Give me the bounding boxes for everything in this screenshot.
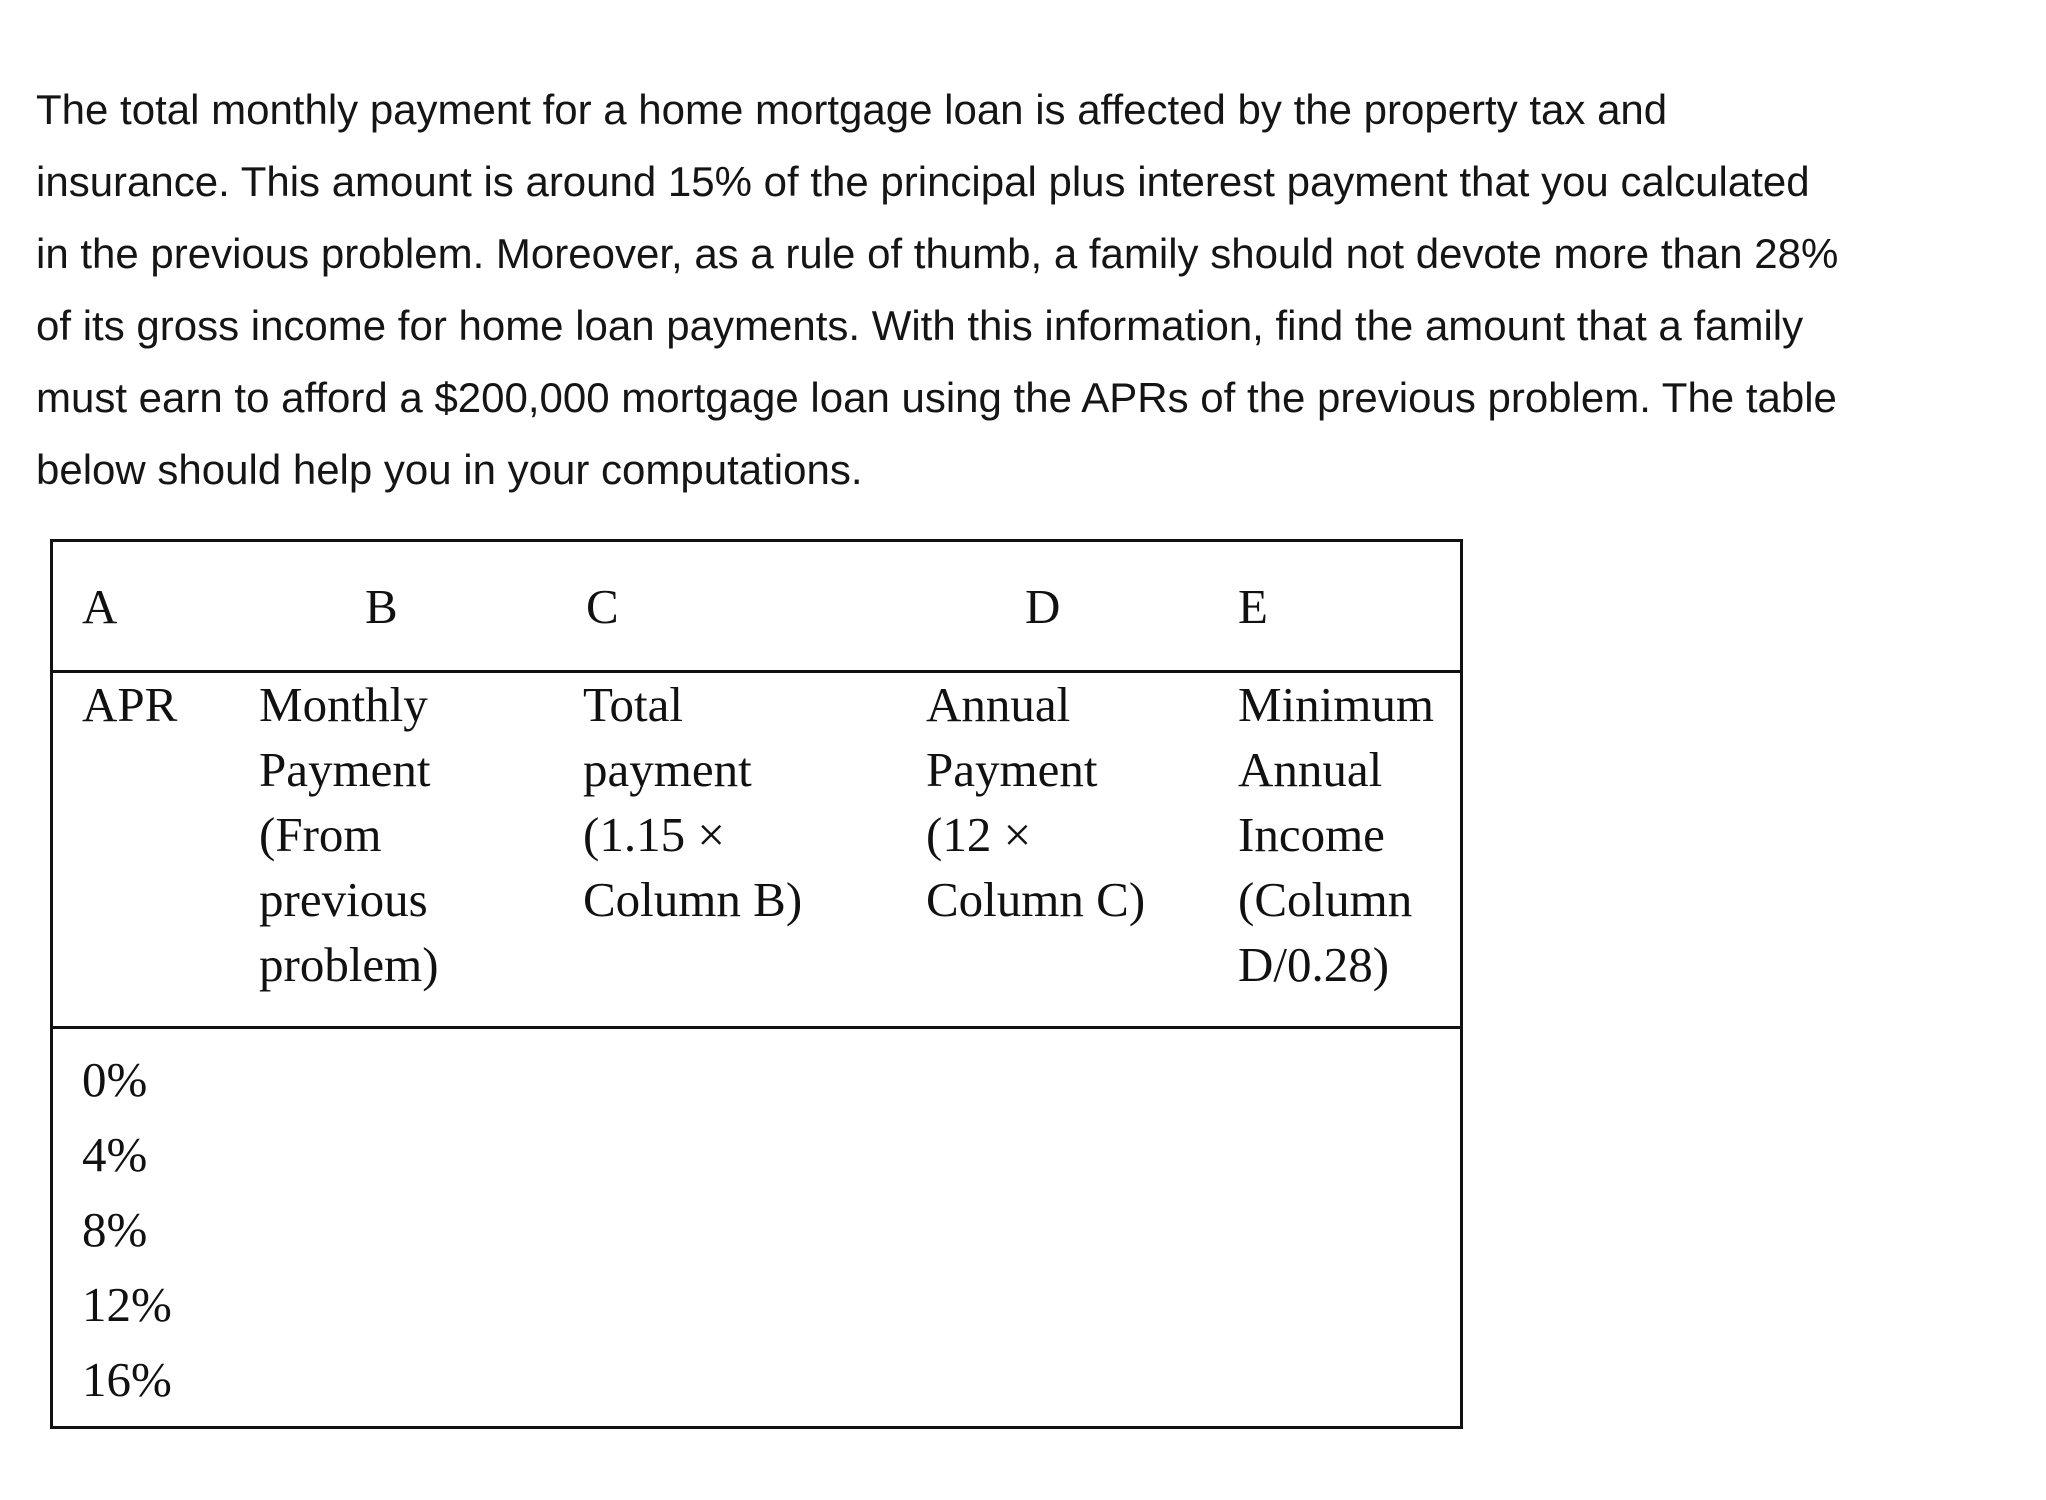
header-line: Annual <box>1238 742 1383 797</box>
header-line: payment <box>583 742 752 797</box>
column-letter-c: C <box>586 579 619 634</box>
problem-line: below should help you in your computations. <box>36 446 863 493</box>
column-letter-e: E <box>1238 579 1268 634</box>
column-letter-a: A <box>82 579 118 634</box>
problem-line: insurance. This amount is around 15% of the principal plus interest payment that you calculated <box>36 158 1810 205</box>
header-line: Column C) <box>926 872 1146 927</box>
column-letter-b: B <box>365 579 398 634</box>
column-letter-d: D <box>1025 579 1061 634</box>
header-line: Income <box>1238 807 1385 862</box>
apr-value: 12% <box>82 1277 172 1332</box>
apr-value: 4% <box>82 1127 148 1182</box>
header-line: Total <box>583 677 683 732</box>
header-line: (Column <box>1238 872 1413 927</box>
problem-statement <box>36 74 2026 506</box>
problem-line: of its gross income for home loan payments. With this information, find the amount that a family <box>36 302 1804 349</box>
column-header-total-payment <box>583 672 802 932</box>
mortgage-computation-table <box>50 539 1463 1429</box>
problem-line: in the previous problem. Moreover, as a rule of thumb, a family should not devote more than 28% <box>36 230 1839 277</box>
column-header-annual-payment <box>926 672 1145 932</box>
body-divider <box>53 1026 1460 1029</box>
problem-line: must earn to afford a $200,000 mortgage loan using the APRs of the previous problem. The table <box>36 374 1837 421</box>
header-line: Column B) <box>583 872 803 927</box>
header-line: (12 × <box>926 807 1032 862</box>
problem-line: The total monthly payment for a home mortgage loan is affected by the property tax and <box>36 86 1668 133</box>
header-line: Minimum <box>1238 677 1435 732</box>
header-line: (1.15 × <box>583 807 725 862</box>
header-line: problem) <box>259 937 439 992</box>
header-line: Payment <box>926 742 1098 797</box>
apr-value: 0% <box>82 1052 148 1107</box>
column-header-monthly-payment <box>259 672 439 997</box>
header-line: Annual <box>926 677 1071 732</box>
apr-value: 8% <box>82 1202 148 1257</box>
column-header-apr <box>82 672 177 737</box>
header-line: (From <box>259 807 382 862</box>
header-line: Payment <box>259 742 431 797</box>
header-line: Monthly <box>259 677 428 732</box>
column-header-minimum-income <box>1238 672 1434 997</box>
apr-value: 16% <box>82 1352 172 1407</box>
header-line: APR <box>82 677 178 732</box>
header-line: previous <box>259 872 428 927</box>
header-line: D/0.28) <box>1238 937 1390 992</box>
